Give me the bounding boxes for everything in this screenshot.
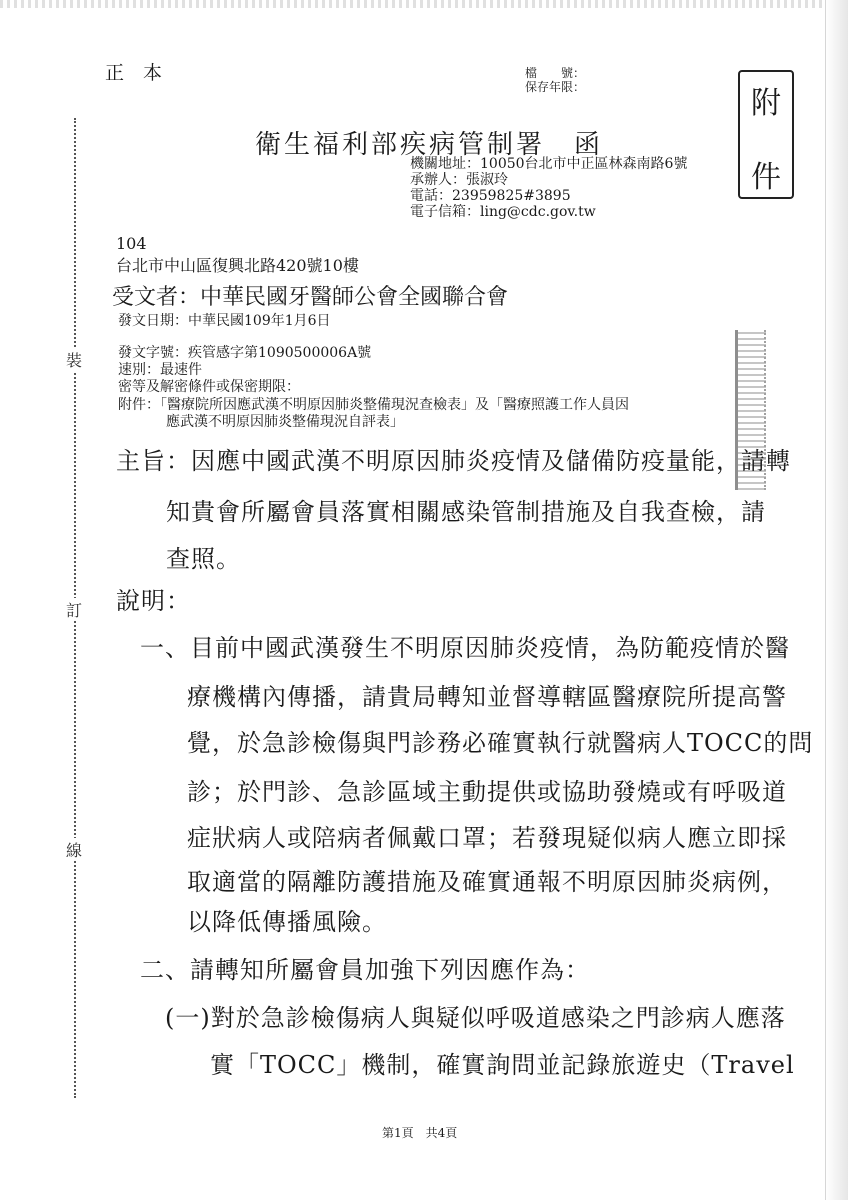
explanation-item-1-line-1: 一、目前中國武漢發生不明原因肺炎疫情，為防範疫情於醫 [140,634,790,662]
copy-label: 正 本 [105,62,163,84]
explanation-item-1-line-4: 診；於門診、急診區域主動提供或協助發燒或有呼吸道 [187,778,787,806]
recipient-address: 台北市中山區復興北路420號10樓 [116,256,359,275]
scan-top-edge [0,0,848,8]
secrecy-level: 密等及解密條件或保密期限： [118,379,300,395]
attachments-line-2: 應武漢不明原因肺炎整備現況自評表」 [166,414,404,430]
binding-mark-ding: 訂 [66,598,82,621]
attachment-stamp-char-2: 件 [751,160,781,195]
explanation-item-1-line-5: 症狀病人或陪病者佩戴口罩；若發現疑似病人應立即採 [187,824,787,852]
subject-line-1: 主旨：因應中國武漢不明原因肺炎疫情及儲備防疫量能，請轉 [116,447,791,475]
attachment-stamp [738,70,794,199]
explanation-item-1-line-6: 取適當的隔離防護措施及確實通報不明原因肺炎病例， [187,868,787,896]
binding-mark-xian: 線 [66,838,82,861]
page-number: 第1頁 共4頁 [382,1126,458,1140]
explanation-heading: 說明： [116,587,191,615]
sender-email: 電子信箱：ling@cdc.gov.tw [410,204,596,220]
recipient-name: 受文者：中華民國牙醫師公會全國聯合會 [112,285,509,310]
subject-line-2: 知貴會所屬會員落實相關感染管制措施及自我查檢，請 [166,498,766,526]
scan-right-edge [825,0,848,1200]
speed-class: 速別：最速件 [118,362,202,378]
explanation-item-2-sub-line-2: 實「TOCC」機制，確實詢問並記錄旅遊史（Travel [210,1051,795,1079]
sender-address: 機關地址：10050台北市中正區林森南路6號 [410,156,688,172]
attachment-stamp-char-1: 附 [751,86,781,121]
explanation-item-1-line-2: 療機構內傳播，請貴局轉知並督導轄區醫療院所提高警 [187,683,787,711]
explanation-item-1-line-3: 覺，於急診檢傷與門診務必確實執行就醫病人TOCC的問 [187,729,814,757]
subject-line-3: 查照。 [166,545,241,573]
document-number: 發文字號：疾管感字第1090500006A號 [118,345,372,361]
retention-label: 保存年限： [525,80,586,94]
explanation-item-2: 二、請轉知所屬會員加強下列因應作為： [140,956,590,984]
attachments-line-1: 附件：「醫療院所因應武漢不明原因肺炎整備現況查檢表」及「醫療照護工作人員因 [118,397,629,413]
agency-title: 衛生福利部疾病管制署 函 [255,130,604,160]
sender-phone: 電話：23959825#3895 [410,188,571,204]
binding-mark-zhuang: 裝 [66,348,82,371]
sender-handler: 承辦人：張淑玲 [410,172,508,188]
issue-date: 發文日期：中華民國109年1月6日 [118,313,331,329]
recipient-postal-code: 104 [116,234,147,253]
explanation-item-1-line-7: 以降低傳播風險。 [187,908,387,936]
explanation-item-2-sub-line-1: (一)對於急診檢傷病人與疑似呼吸道感染之門診病人應落 [165,1004,786,1032]
file-number-label: 檔 號： [525,66,586,80]
